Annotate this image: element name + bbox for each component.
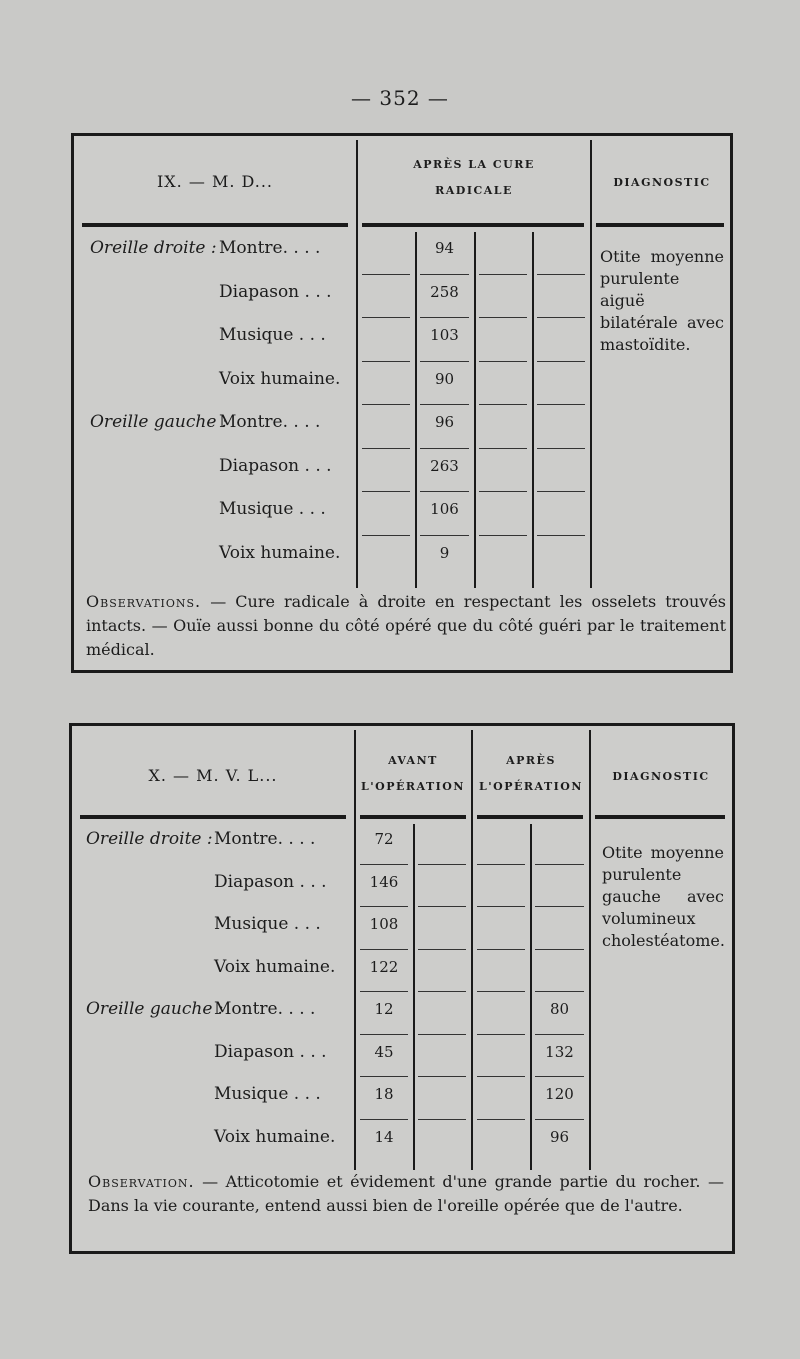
cell-divider — [537, 274, 585, 275]
value-cell: 132 — [545, 1042, 574, 1061]
cell-divider — [420, 491, 469, 492]
value-cell: 106 — [430, 500, 459, 518]
cell-divider — [535, 1034, 584, 1035]
diagnostic-text: Otite moyenne purulente aiguë bilatérale avec mastoïdite. — [600, 247, 724, 354]
value-cell: 146 — [369, 872, 399, 891]
test-label: Diapason . . . — [219, 281, 332, 302]
cell-divider — [362, 491, 410, 492]
test-label: Diapason . . . — [219, 455, 332, 476]
cell-divider — [479, 535, 527, 536]
cell-divider — [362, 448, 410, 449]
test-label: Montre. . . . — [214, 829, 316, 849]
cell-divider — [420, 317, 469, 318]
value-cell: 14 — [374, 1127, 394, 1146]
value-cell: 94 — [434, 239, 455, 257]
cell-divider — [420, 448, 469, 449]
observation-text — [86, 590, 726, 662]
value-cell: 122 — [369, 957, 399, 976]
table-case-x — [69, 723, 735, 1254]
table-row — [74, 282, 354, 306]
test-label: Musique . . . — [219, 325, 326, 345]
table-row — [74, 499, 354, 523]
ear-label: Oreille droite : — [90, 238, 217, 258]
cell-divider — [418, 1076, 466, 1077]
cell-divider — [479, 491, 527, 492]
table-row — [72, 1042, 352, 1066]
cell-divider — [537, 317, 585, 318]
table-row — [74, 325, 354, 349]
case-title: X. — M. V. L... — [148, 766, 278, 785]
header-before-surgery: AVANT L'OPÉRATION — [361, 754, 465, 793]
cell-divider — [418, 1119, 466, 1120]
cell-divider — [535, 991, 584, 992]
table-row — [72, 872, 352, 896]
cell-divider — [360, 1034, 408, 1035]
table-row — [72, 829, 352, 853]
table-row — [72, 957, 352, 981]
cell-divider — [360, 949, 408, 950]
table-row — [74, 238, 354, 262]
cell-divider — [360, 991, 408, 992]
cell-divider — [362, 404, 410, 405]
value-cell: 96 — [434, 413, 455, 431]
value-cell: 12 — [374, 1000, 394, 1018]
table-row — [74, 412, 354, 436]
value-cell: 108 — [369, 915, 399, 933]
cell-divider — [418, 906, 466, 907]
test-label: Montre. . . . — [214, 999, 316, 1019]
ear-label: Oreille droite : — [86, 829, 213, 849]
table-row — [74, 543, 354, 567]
diagnostic-text: Otite moyenne purulente gauche avec volumineux cholestéatome. — [602, 843, 725, 950]
table-row — [72, 1127, 352, 1151]
test-label: Montre. . . . — [219, 412, 321, 432]
cell-divider — [360, 1076, 408, 1077]
value-cell: 96 — [549, 1127, 570, 1146]
cell-divider — [479, 361, 527, 362]
cell-divider — [537, 535, 585, 536]
cell-divider — [477, 906, 525, 907]
header-after-surgery: APRÈS L'OPÉRATION — [479, 754, 583, 793]
table-case-ix — [71, 133, 733, 673]
cell-divider — [418, 949, 466, 950]
cell-divider — [479, 404, 527, 405]
cell-divider — [535, 1076, 584, 1077]
cell-divider — [420, 535, 469, 536]
test-label: Diapason . . . — [214, 1041, 327, 1062]
observation-body: — Cure radicale à droite en respectant les osselets trouvés intacts. — Ouïe aussi bonne du côté opéré que du côté guéri par le traitement médical. — [86, 592, 726, 659]
value-cell: 103 — [430, 326, 459, 344]
cell-divider — [537, 491, 585, 492]
test-label: Montre. . . . — [219, 238, 321, 258]
cell-divider — [477, 1034, 525, 1035]
value-cell: 80 — [549, 1000, 570, 1018]
cell-divider — [535, 1119, 584, 1120]
cell-divider — [420, 274, 469, 275]
test-label: Voix humaine. — [219, 368, 341, 389]
cell-divider — [479, 274, 527, 275]
cell-divider — [477, 1119, 525, 1120]
test-label: Voix humaine. — [219, 542, 341, 563]
table-row — [72, 1084, 352, 1108]
observation-label: Observation. — [88, 1172, 195, 1191]
cell-divider — [477, 864, 525, 865]
table-row — [74, 369, 354, 393]
case-title: IX. — M. D... — [156, 172, 274, 191]
table-row — [74, 456, 354, 480]
test-label: Musique . . . — [214, 914, 321, 934]
value-cell: 45 — [374, 1042, 394, 1061]
cell-divider — [479, 448, 527, 449]
header-diagnostic: DIAGNOSTIC — [613, 176, 711, 189]
value-cell: 90 — [434, 369, 455, 388]
cell-divider — [418, 991, 466, 992]
test-label: Voix humaine. — [214, 956, 336, 977]
cell-divider — [477, 949, 525, 950]
value-cell: 120 — [545, 1085, 574, 1103]
value-cell: 18 — [374, 1085, 394, 1103]
cell-divider — [360, 1119, 408, 1120]
cell-divider — [418, 1034, 466, 1035]
table-row — [72, 914, 352, 938]
cell-divider — [362, 535, 410, 536]
value-cell: 263 — [430, 456, 459, 475]
cell-divider — [420, 361, 469, 362]
cell-divider — [418, 864, 466, 865]
cell-divider — [477, 1076, 525, 1077]
cell-divider — [360, 906, 408, 907]
ear-label: Oreille gauche : — [90, 412, 228, 432]
value-cell: 72 — [374, 830, 394, 848]
observation-label: Observations. — [86, 592, 202, 611]
cell-divider — [537, 361, 585, 362]
header-after-surgery: APRÈS LA CURE RADICALE — [413, 158, 535, 197]
value-cell: 258 — [430, 282, 459, 301]
test-label: Diapason . . . — [214, 871, 327, 892]
test-label: Musique . . . — [219, 499, 326, 519]
page-number: — 352 — — [351, 86, 449, 110]
cell-divider — [362, 361, 410, 362]
cell-divider — [537, 448, 585, 449]
cell-divider — [537, 404, 585, 405]
observation-text — [88, 1170, 724, 1218]
cell-divider — [420, 404, 469, 405]
ear-label: Oreille gauche : — [86, 999, 224, 1019]
cell-divider — [535, 864, 584, 865]
value-cell: 9 — [439, 543, 450, 562]
test-label: Voix humaine. — [214, 1126, 336, 1147]
cell-divider — [362, 317, 410, 318]
cell-divider — [535, 906, 584, 907]
cell-divider — [535, 949, 584, 950]
observation-body: — Atticotomie et évidement d'une grande partie du rocher. — Dans la vie courante, entend aussi bien de l'oreille opérée que de l'autre. — [88, 1172, 724, 1215]
table-row — [72, 999, 352, 1023]
cell-divider — [477, 991, 525, 992]
cell-divider — [479, 317, 527, 318]
cell-divider — [362, 274, 410, 275]
test-label: Musique . . . — [214, 1084, 321, 1104]
header-diagnostic: DIAGNOSTIC — [612, 770, 710, 783]
cell-divider — [360, 864, 408, 865]
